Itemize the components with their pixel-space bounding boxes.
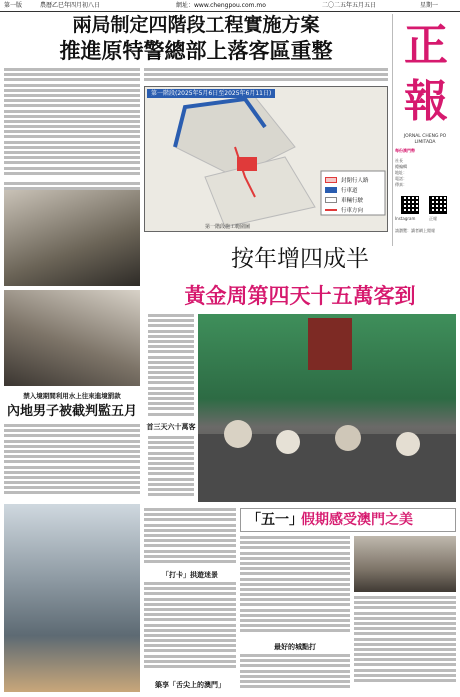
rescue-photo [4,504,140,692]
legend-item: 車輛行駛 [325,195,383,205]
qr-caption-left: Instagram [395,216,416,221]
lead-body-text [4,68,140,178]
lower-body-text-2 [144,582,236,676]
left-story-headline: 內地男子被截判監五月 [6,404,137,419]
feature-subhead: 首三天六十萬客 [146,423,196,431]
feature-headline-2: 黃金周第四天十五萬客到 [184,284,416,308]
legend-item: 封閉行人路 [325,175,383,185]
feature-body-text [148,314,194,420]
left-story-body [4,424,140,500]
legend-item: 行車方向 [325,205,383,215]
legend-item: 行車道 [325,185,383,195]
website-label[interactable]: 網址：www.chengpou.com.mo [176,2,266,9]
masthead-line-3: 地址： [395,170,407,175]
map-legend [325,175,383,215]
lower-body-text-3 [240,536,350,640]
lead-headline: 推進原特警總部上落客區重整 [59,39,333,63]
lower-subhead-3: 築享「舌尖上的澳門」 [155,681,225,689]
masthead-char-2: 報 [404,76,448,127]
masthead-line-1: 社長 [395,158,403,163]
map-title: 第一階段(2025年5月6日至2025年6月11日) [147,89,275,98]
top-info-bar [0,0,460,12]
lower-story-kicker: 「五一」 [247,512,303,528]
lower-body-text-5 [354,596,456,692]
map-caption: 第一階段施工範圍圖 [205,224,251,230]
masthead-char-1: 正 [404,20,448,71]
crowd-photo-2 [4,290,140,386]
weekday: 星期一 [420,2,439,9]
lower-body-text [144,508,236,568]
lower-story-header [240,508,456,532]
qr-caption-right: 正報 [429,216,437,221]
crowd-street-photo [198,314,456,502]
lower-story-headline: 假期感受澳門之美 [301,512,413,528]
masthead-line-4: 電話： [395,176,407,181]
lunar-date: 農曆乙巳年四月初八日 [40,2,101,9]
masthead-footer: 請瀏覽：讀者網上閱報 [395,228,435,233]
photo-graphic [198,314,456,502]
qr-code-icon[interactable] [429,196,447,214]
issue-date: 二〇二五年五月五日 [322,2,377,9]
lower-body-text-4 [240,654,350,692]
lead-body-text-top [144,68,388,84]
left-story-caption: 禁入境期間利用水上往來進境罰款 [23,392,121,400]
lower-subhead-1: 「打卡」拱遊迷景 [162,571,218,579]
lead-kicker: 兩局制定四階段工程實施方案 [72,14,320,36]
qr-code-icon[interactable] [401,196,419,214]
lower-photo [354,536,456,592]
crowd-photo-1 [4,190,140,286]
masthead [392,14,456,246]
masthead-line-2: 總編輯 [395,164,407,169]
construction-map [144,86,388,232]
masthead-line-5: 傳真： [395,182,407,187]
masthead-english-name: JORNAL CHENG PO LIMITADA [403,134,447,145]
feature-headline-1: 按年增四成半 [231,246,369,272]
masthead-price: 每份澳門幣 [395,148,415,153]
lower-subhead-2: 最好的城點打 [274,643,316,651]
feature-body-text-2 [148,436,194,502]
page-number: 第一版 [4,2,23,9]
